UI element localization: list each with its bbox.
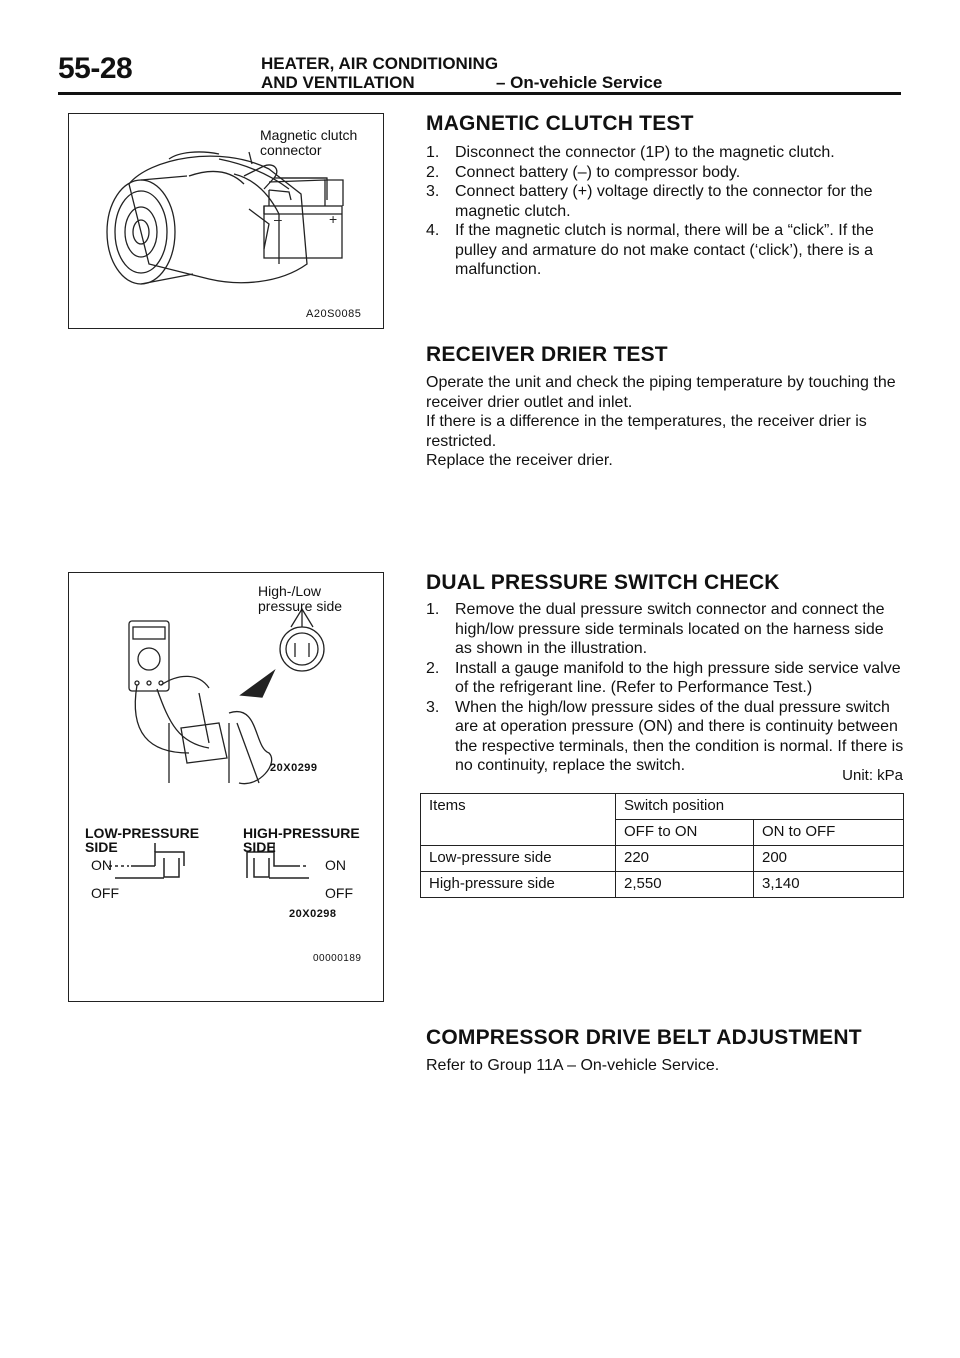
- list-item: 2. Connect battery (–) to compressor body.: [426, 163, 741, 181]
- table-unit: Unit: kPa: [842, 767, 903, 784]
- low-pressure-side-label: LOW-PRESSURE SIDE: [85, 825, 200, 855]
- figure-magnetic-clutch: [68, 113, 384, 329]
- off-label-left: OFF: [91, 885, 119, 901]
- pressure-spec-table: [420, 793, 904, 898]
- header-off-to-on: OFF to ON: [616, 820, 754, 846]
- header-items: Items: [421, 794, 616, 846]
- list-item: 3. When the high/low pressure sides of the dual pressure switch are at operation pressure (ON) and there is continuity between the respective terminals, then the condition is normal. If there is no continuity, replace the switch.: [426, 698, 904, 774]
- table-row: Low-pressure side 220 200: [421, 846, 904, 872]
- magnetic-clutch-test-title: MAGNETIC CLUTCH TEST: [426, 112, 694, 135]
- receiver-drier-test-title: RECEIVER DRIER TEST: [426, 343, 668, 366]
- list-item: 1. Remove the dual pressure switch connector and connect the high/low pressure side terminals located on the harness side as shown in the illustration.: [426, 601, 885, 657]
- dual-pressure-switch-title: DUAL PRESSURE SWITCH CHECK: [426, 571, 780, 594]
- list-item: 1. Disconnect the connector (1P) to the magnetic clutch.: [426, 144, 835, 161]
- header-switch-position: Switch position: [616, 794, 904, 820]
- header-on-to-off: ON to OFF: [754, 820, 904, 846]
- battery-minus-label: –: [274, 211, 282, 227]
- figure2-code-mid: 20X0298: [289, 908, 337, 920]
- header-rule: [58, 92, 901, 95]
- header-title-line2: AND VENTILATION: [261, 73, 415, 92]
- figure2-code-bottom: 00000189: [313, 953, 362, 964]
- figure-dual-pressure-switch: [68, 572, 384, 1002]
- on-label-right: ON: [325, 857, 346, 873]
- multimeter-illustration: [69, 573, 382, 1000]
- figure2-code-top: 20X0299: [270, 762, 318, 774]
- magnetic-clutch-steps: [426, 143, 904, 280]
- high-pressure-side-label: HIGH-PRESSURE SIDE: [243, 825, 360, 855]
- compressor-belt-text: Refer to Group 11A – On-vehicle Service.: [426, 1057, 720, 1074]
- battery-plus-label: +: [329, 211, 338, 227]
- list-item: 3. Connect battery (+) voltage directly to the connector for the magnetic clutch.: [426, 183, 873, 220]
- list-item: 2. Install a gauge manifold to the high pressure side service valve of the refrigerant line. (Refer to Performance Test.): [426, 659, 901, 696]
- compressor-belt-title: COMPRESSOR DRIVE BELT ADJUSTMENT: [426, 1026, 862, 1049]
- on-label-left: ON: [91, 857, 112, 873]
- table-header-row: [421, 794, 904, 820]
- table-row: High-pressure side 2,550 3,140: [421, 872, 904, 898]
- page-number: 55-28: [58, 52, 133, 85]
- figure1-label: Magnetic clutch connector: [260, 127, 358, 158]
- header-title-line1: HEATER, AIR CONDITIONING: [261, 54, 499, 73]
- figure2-label: High-/Low pressure side: [258, 583, 343, 614]
- dual-pressure-steps: [426, 600, 904, 776]
- off-label-right: OFF: [325, 885, 353, 901]
- list-item: 4. If the magnetic clutch is normal, there will be a “click”. If the pulley and armature do not make contact (‘click’), there is a malfunction.: [426, 222, 874, 278]
- header-section: – On-vehicle Service: [496, 73, 663, 92]
- receiver-drier-text: Operate the unit and check the piping temperature by touching the receiver drier outlet and inlet. If there is a difference in the temperatures, the receiver drier is restricted. Replace the receiver drier.: [426, 374, 896, 469]
- figure1-code: A20S0085: [306, 308, 362, 320]
